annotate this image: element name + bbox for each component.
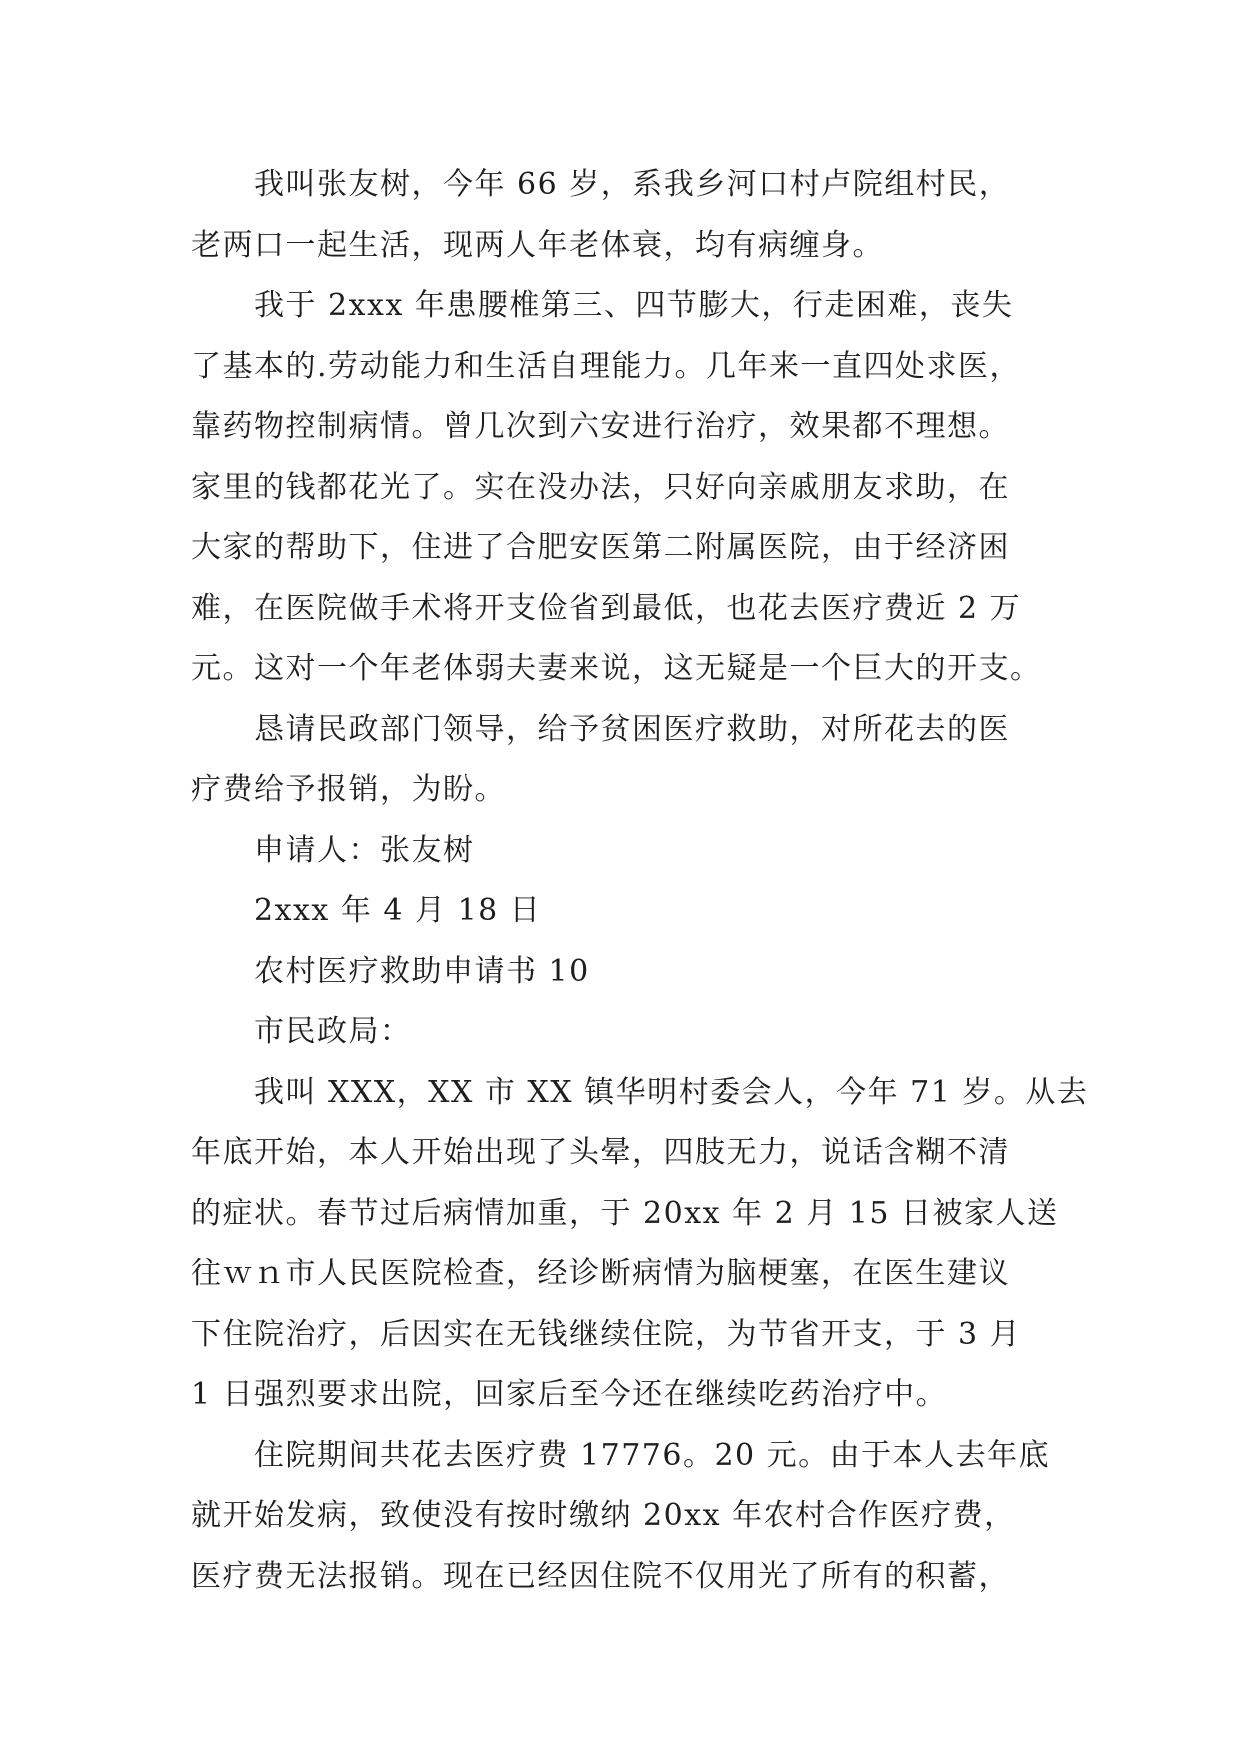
text-line: 疗费给予报销，为盼。 [191,772,506,807]
text-line: 市民政局： [254,1014,412,1049]
text-line: 了基本的.劳动能力和生活自理能力。几年来一直四处求医， [191,348,1022,384]
text-line: 往ｗｎ市人民医院检查，经诊断病情为脑梗塞，在医生建议 [191,1256,1010,1291]
text-line: 恳请民政部门领导，给予贫困医疗救助，对所花去的医 [254,711,1010,747]
text-line: 元。这对一个年老体弱夫妻来说，这无疑是一个巨大的开支。 [191,651,1042,686]
text-line: 年底开始，本人开始出现了头晕，四肢无力，说话含糊不清 [191,1135,1010,1170]
text-line: 医疗费无法报销。现在已经因住院不仅用光了所有的积蓄， [191,1558,1010,1594]
text-line: 我于 2xxx 年患腰椎第三、四节膨大，行走困难，丧失 [254,288,1014,323]
document-body [191,155,1089,1607]
text-line: 我叫 XXX，XX 市 XX 镇华明村委会人，今年 71 岁。从去 [254,1074,1089,1110]
text-line: 大家的帮助下，住进了合肥安医第二附属医院，由于经济困 [191,530,1010,565]
text-line: 靠药物控制病情。曾几次到六安进行治疗，效果都不理想。 [191,409,1010,444]
text-line: 我叫张友树，今年 66 岁，系我乡河口村卢院组村民， [254,167,1011,202]
text-line: 下住院治疗，后因实在无钱继续住院，为节省开支，于 3 月 [191,1316,1022,1352]
text-line: 申请人：张友树 [254,832,475,868]
text-line: 老两口一起生活，现两人年老体衰，均有病缠身。 [191,227,884,263]
text-line: 家里的钱都花光了。实在没办法，只好向亲戚朋友求助，在 [191,469,1010,505]
text-line: 就开始发病，致使没有按时缴纳 20xx 年农村合作医疗费， [191,1498,1016,1533]
text-line: 1 日强烈要求出院，回家后至今还在继续吃药治疗中。 [191,1377,948,1412]
text-line: 2xxx 年 4 月 18 日 [254,893,542,928]
text-line: 难，在医院做手术将开支俭省到最低，也花去医疗费近 2 万 [191,590,1022,626]
text-line: 农村医疗救助申请书 10 [254,953,590,989]
text-line: 的症状。春节过后病情加重，于 20xx 年 2 月 15 日被家人送 [191,1195,1059,1231]
text-line: 住院期间共花去医疗费 17776。20 元。由于本人去年底 [254,1437,1051,1473]
